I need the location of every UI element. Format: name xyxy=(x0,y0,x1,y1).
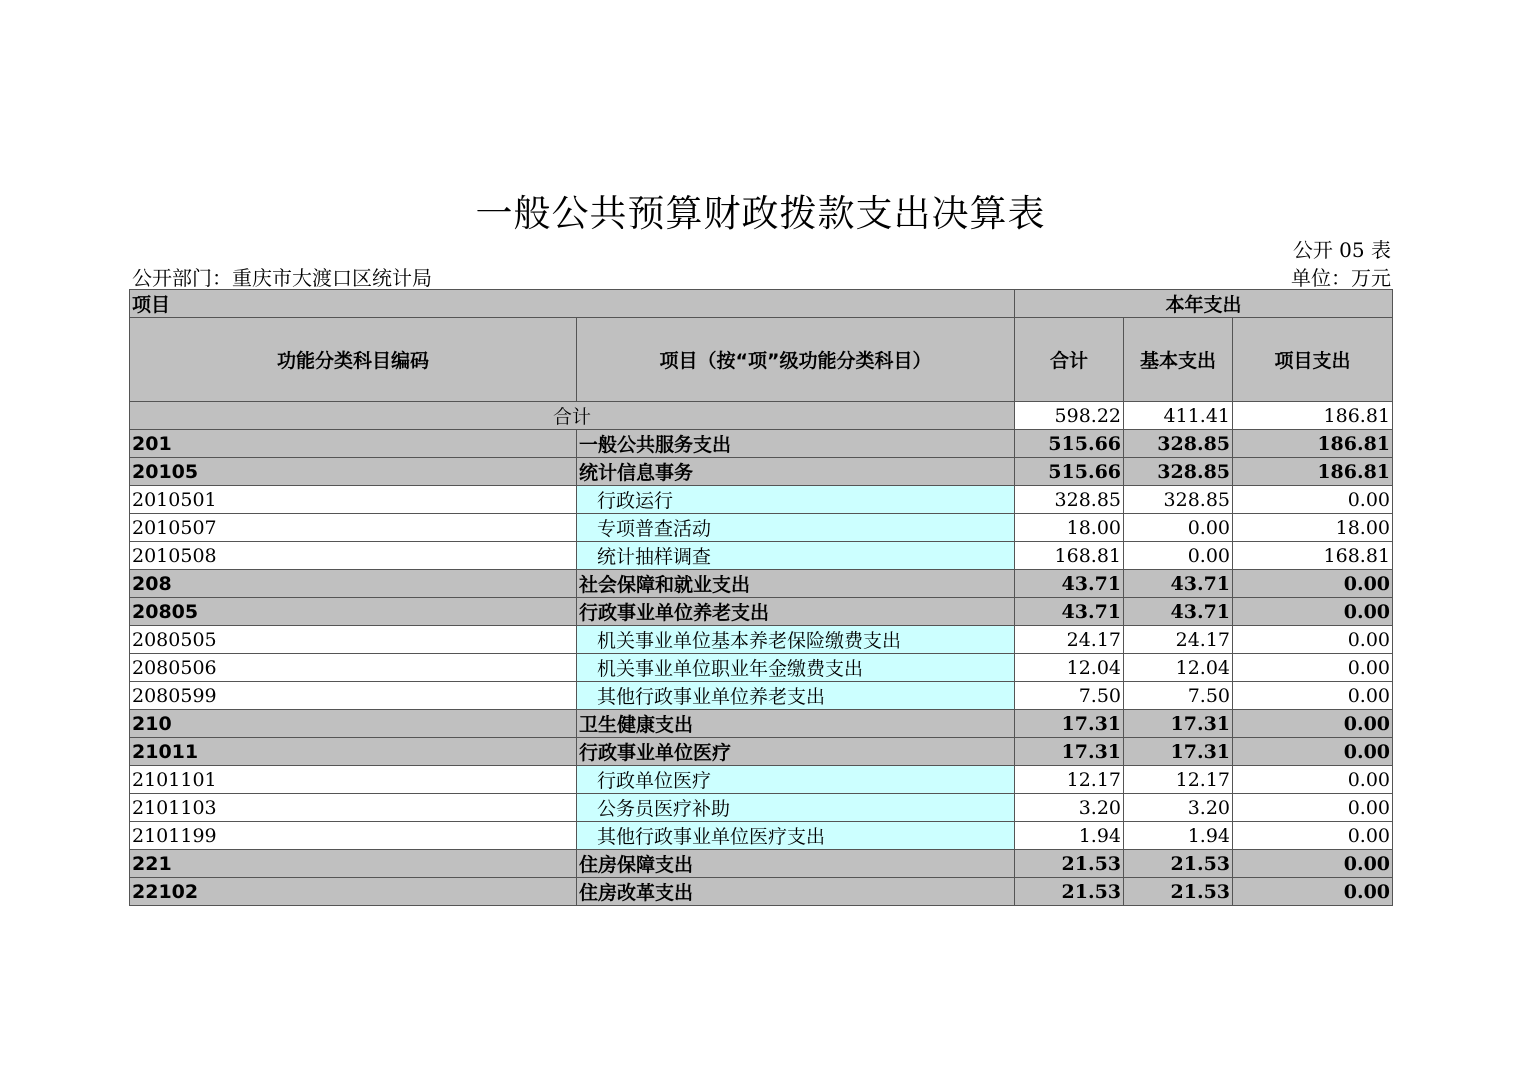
total-cell: 17.31 xyxy=(1015,738,1124,766)
proj-cell: 0.00 xyxy=(1233,570,1393,598)
total-cell: 21.53 xyxy=(1015,878,1124,906)
proj-cell: 186.81 xyxy=(1233,402,1393,430)
name-cell: 公务员医疗补助 xyxy=(577,794,1015,822)
table-row xyxy=(130,626,1393,654)
total-cell: 12.17 xyxy=(1015,766,1124,794)
code-cell: 208 xyxy=(130,570,577,598)
table-row xyxy=(130,514,1393,542)
table-row xyxy=(130,486,1393,514)
table-row xyxy=(130,850,1393,878)
code-cell: 2080506 xyxy=(130,654,577,682)
basic-cell: 3.20 xyxy=(1124,794,1233,822)
basic-cell: 0.00 xyxy=(1124,542,1233,570)
total-cell: 43.71 xyxy=(1015,598,1124,626)
name-cell: 其他行政事业单位养老支出 xyxy=(577,682,1015,710)
name-cell: 机关事业单位职业年金缴费支出 xyxy=(577,654,1015,682)
basic-cell: 17.31 xyxy=(1124,738,1233,766)
table-row xyxy=(130,542,1393,570)
proj-cell: 0.00 xyxy=(1233,822,1393,850)
proj-cell: 186.81 xyxy=(1233,458,1393,486)
proj-cell: 0.00 xyxy=(1233,598,1393,626)
table-row xyxy=(130,598,1393,626)
basic-cell: 7.50 xyxy=(1124,682,1233,710)
total-cell: 21.53 xyxy=(1015,850,1124,878)
table-row xyxy=(130,458,1393,486)
code-cell: 210 xyxy=(130,710,577,738)
total-cell: 598.22 xyxy=(1015,402,1124,430)
expenditure-table xyxy=(129,289,1393,906)
table-row xyxy=(130,430,1393,458)
basic-cell: 328.85 xyxy=(1124,486,1233,514)
basic-cell: 43.71 xyxy=(1124,570,1233,598)
proj-cell: 0.00 xyxy=(1233,850,1393,878)
code-cell: 2010508 xyxy=(130,542,577,570)
name-cell: 行政事业单位养老支出 xyxy=(577,598,1015,626)
header-name: 项目（按“项”级功能分类科目） xyxy=(577,318,1015,402)
form-number: 公开 05 表 xyxy=(1292,238,1391,262)
total-cell: 24.17 xyxy=(1015,626,1124,654)
code-cell: 22102 xyxy=(130,878,577,906)
total-cell: 7.50 xyxy=(1015,682,1124,710)
code-cell: 20805 xyxy=(130,598,577,626)
table-row xyxy=(130,878,1393,906)
basic-cell: 43.71 xyxy=(1124,598,1233,626)
unit-label: 单位：万元 xyxy=(1291,266,1391,290)
header-proj: 项目支出 xyxy=(1233,318,1393,402)
proj-cell: 0.00 xyxy=(1233,682,1393,710)
proj-cell: 0.00 xyxy=(1233,794,1393,822)
basic-cell: 21.53 xyxy=(1124,850,1233,878)
table-row xyxy=(130,822,1393,850)
total-cell: 43.71 xyxy=(1015,570,1124,598)
code-cell: 2010501 xyxy=(130,486,577,514)
name-cell: 行政单位医疗 xyxy=(577,766,1015,794)
table-row xyxy=(130,682,1393,710)
basic-cell: 1.94 xyxy=(1124,822,1233,850)
table-row xyxy=(130,794,1393,822)
name-cell: 机关事业单位基本养老保险缴费支出 xyxy=(577,626,1015,654)
proj-cell: 0.00 xyxy=(1233,766,1393,794)
table-row xyxy=(130,654,1393,682)
total-cell: 515.66 xyxy=(1015,430,1124,458)
name-cell: 行政事业单位医疗 xyxy=(577,738,1015,766)
proj-cell: 0.00 xyxy=(1233,878,1393,906)
code-cell: 2080505 xyxy=(130,626,577,654)
name-cell: 一般公共服务支出 xyxy=(577,430,1015,458)
proj-cell: 18.00 xyxy=(1233,514,1393,542)
total-cell: 328.85 xyxy=(1015,486,1124,514)
name-cell: 社会保障和就业支出 xyxy=(577,570,1015,598)
name-cell: 统计抽样调查 xyxy=(577,542,1015,570)
proj-cell: 0.00 xyxy=(1233,626,1393,654)
total-cell: 515.66 xyxy=(1015,458,1124,486)
page-title: 一般公共预算财政拨款支出决算表 xyxy=(475,192,1046,235)
basic-cell: 328.85 xyxy=(1124,430,1233,458)
basic-cell: 21.53 xyxy=(1124,878,1233,906)
header-row-top xyxy=(130,290,1393,318)
name-cell: 住房改革支出 xyxy=(577,878,1015,906)
code-cell: 2080599 xyxy=(130,682,577,710)
name-cell: 住房保障支出 xyxy=(577,850,1015,878)
proj-cell: 0.00 xyxy=(1233,710,1393,738)
code-cell: 20105 xyxy=(130,458,577,486)
proj-cell: 186.81 xyxy=(1233,430,1393,458)
total-label: 合计 xyxy=(130,402,1015,430)
total-cell: 1.94 xyxy=(1015,822,1124,850)
basic-cell: 411.41 xyxy=(1124,402,1233,430)
basic-cell: 0.00 xyxy=(1124,514,1233,542)
table-row xyxy=(130,766,1393,794)
name-cell: 卫生健康支出 xyxy=(577,710,1015,738)
code-cell: 2101101 xyxy=(130,766,577,794)
table-row xyxy=(130,570,1393,598)
header-row-sub xyxy=(130,318,1393,402)
basic-cell: 12.04 xyxy=(1124,654,1233,682)
name-cell: 统计信息事务 xyxy=(577,458,1015,486)
name-cell: 行政运行 xyxy=(577,486,1015,514)
proj-cell: 0.00 xyxy=(1233,654,1393,682)
total-cell: 18.00 xyxy=(1015,514,1124,542)
header-total: 合计 xyxy=(1015,318,1124,402)
code-cell: 221 xyxy=(130,850,577,878)
department-label: 公开部门：重庆市大渡口区统计局 xyxy=(132,266,432,290)
code-cell: 2101199 xyxy=(130,822,577,850)
total-row xyxy=(130,402,1393,430)
name-cell: 专项普查活动 xyxy=(577,514,1015,542)
basic-cell: 328.85 xyxy=(1124,458,1233,486)
total-cell: 168.81 xyxy=(1015,542,1124,570)
total-cell: 12.04 xyxy=(1015,654,1124,682)
header-this-year: 本年支出 xyxy=(1015,290,1393,318)
code-cell: 201 xyxy=(130,430,577,458)
header-project: 项目 xyxy=(130,290,1015,318)
table-row xyxy=(130,738,1393,766)
basic-cell: 17.31 xyxy=(1124,710,1233,738)
header-code: 功能分类科目编码 xyxy=(130,318,577,402)
total-cell: 17.31 xyxy=(1015,710,1124,738)
code-cell: 2101103 xyxy=(130,794,577,822)
code-cell: 2010507 xyxy=(130,514,577,542)
name-cell: 其他行政事业单位医疗支出 xyxy=(577,822,1015,850)
proj-cell: 0.00 xyxy=(1233,738,1393,766)
table-row xyxy=(130,710,1393,738)
basic-cell: 24.17 xyxy=(1124,626,1233,654)
header-basic: 基本支出 xyxy=(1124,318,1233,402)
code-cell: 21011 xyxy=(130,738,577,766)
total-cell: 3.20 xyxy=(1015,794,1124,822)
proj-cell: 0.00 xyxy=(1233,486,1393,514)
basic-cell: 12.17 xyxy=(1124,766,1233,794)
proj-cell: 168.81 xyxy=(1233,542,1393,570)
